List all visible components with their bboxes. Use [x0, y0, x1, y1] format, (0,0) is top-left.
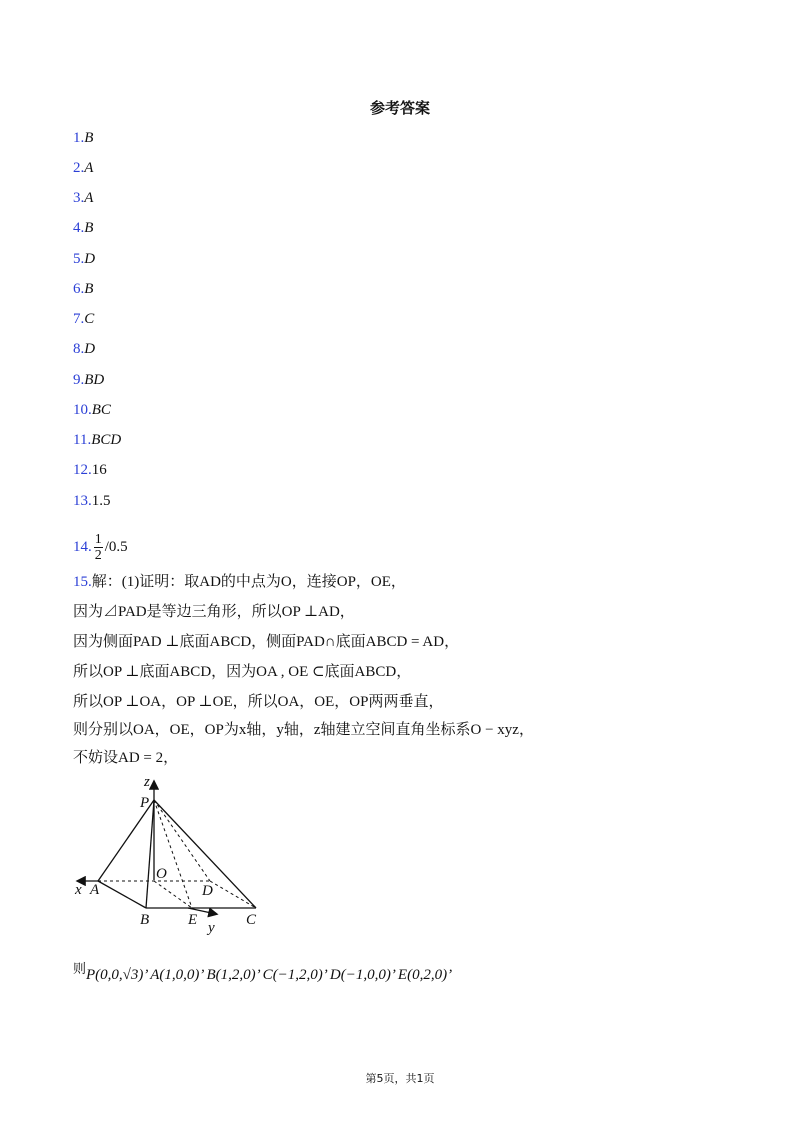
answer-number: 3. — [73, 190, 85, 206]
answer-item — [73, 491, 111, 511]
answer-item — [73, 128, 93, 148]
answer-value: BD — [84, 372, 105, 388]
answer-number: 11. — [73, 432, 92, 448]
answer-14 — [73, 532, 128, 563]
fraction-denominator: 2 — [94, 548, 102, 563]
answer-item — [73, 339, 95, 359]
answer-value: D — [84, 341, 96, 357]
answer-item — [73, 400, 111, 420]
answer-item — [73, 218, 93, 238]
edge-PA — [98, 800, 154, 881]
answer-number: 1. — [73, 130, 85, 146]
segment-OE — [154, 881, 192, 908]
edge-PB — [146, 800, 154, 908]
answer-number: 7. — [73, 311, 85, 327]
label-P: P — [140, 795, 150, 811]
answer-value: A — [84, 160, 94, 176]
label-O: O — [156, 866, 167, 882]
label-A: A — [90, 882, 100, 898]
answer-value: BCD — [91, 432, 122, 448]
solution-line-2: 因为⊿PAD是等边三角形，所以OP ⊥AD， — [73, 604, 355, 620]
solution-line-3: 因为侧面PAD ⊥底面ABCD，侧面PAD∩底面ABCD = AD， — [73, 634, 460, 650]
solution-line-4: 所以OP ⊥底面ABCD，因为OA , OE ⊂底面ABCD， — [73, 664, 412, 680]
answer-value: B — [84, 281, 94, 297]
answer-number: 9. — [73, 372, 85, 388]
answer-number: 8. — [73, 341, 85, 357]
fraction-numerator: 1 — [94, 532, 102, 547]
label-x: x — [75, 882, 82, 898]
answer-value: D — [84, 251, 96, 267]
answer-number: 12. — [73, 462, 92, 478]
answer-value: 1.5 — [91, 493, 111, 509]
label-B: B — [140, 912, 150, 928]
edge-DC — [210, 881, 256, 908]
answer-item — [73, 430, 121, 450]
answer-number: 4. — [73, 220, 85, 236]
answer-item — [73, 188, 93, 208]
label-D: D — [202, 883, 213, 899]
answer-number: 15. — [73, 574, 92, 590]
answer-number: 2. — [73, 160, 85, 176]
label-C: C — [246, 912, 257, 928]
answer-item — [73, 249, 95, 269]
solution-line-6: 则分别以OA，OE，OP为x轴，y轴，z轴建立空间直角坐标系O − xyz， — [73, 722, 534, 738]
page-title: 参考答案 — [369, 99, 430, 117]
solution-text: 解：(1)证明：取AD的中点为O，连接OP，OE， — [91, 574, 406, 590]
solution-line-7: 不妨设AD = 2， — [73, 750, 179, 766]
answer-number: 6. — [73, 281, 85, 297]
answer-item — [73, 370, 104, 390]
answer-value: BC — [91, 402, 111, 418]
answer-item — [73, 279, 93, 299]
edge-PE — [154, 800, 192, 908]
pyramid-figure — [70, 772, 270, 937]
answer-number: 5. — [73, 251, 85, 267]
answer-value: /0.5 — [104, 538, 128, 555]
solution-line-1 — [73, 572, 406, 592]
label-E: E — [188, 912, 198, 928]
answer-number: 14. — [73, 538, 92, 555]
answer-item — [73, 460, 107, 480]
label-y: y — [208, 920, 215, 936]
fraction — [94, 532, 103, 563]
answer-item — [73, 158, 93, 178]
answer-number: 13. — [73, 493, 92, 509]
label-z: z — [144, 774, 150, 790]
page-footer: 第5页，共1页 — [365, 1072, 435, 1085]
answer-value: C — [84, 311, 95, 327]
answer-value: A — [84, 190, 94, 206]
answer-value: B — [84, 130, 94, 146]
answer-value: 16 — [91, 462, 107, 478]
answer-value: B — [84, 220, 94, 236]
answer-number: 10. — [73, 402, 92, 418]
coords-text: P(0,0,√3)’ A(1,0,0)’ B(1,2,0)’ C(−1,2,0)’ D(−1,0,0)’ E(0,2,0)’ — [86, 967, 453, 983]
answer-item — [73, 309, 94, 329]
edge-AB — [98, 881, 146, 908]
solution-line-5: 所以OP ⊥OA，OP ⊥OE，所以OA，OE，OP两两垂直， — [73, 694, 444, 710]
coords-prefix: 则 — [73, 962, 87, 977]
coordinate-line — [73, 958, 452, 984]
